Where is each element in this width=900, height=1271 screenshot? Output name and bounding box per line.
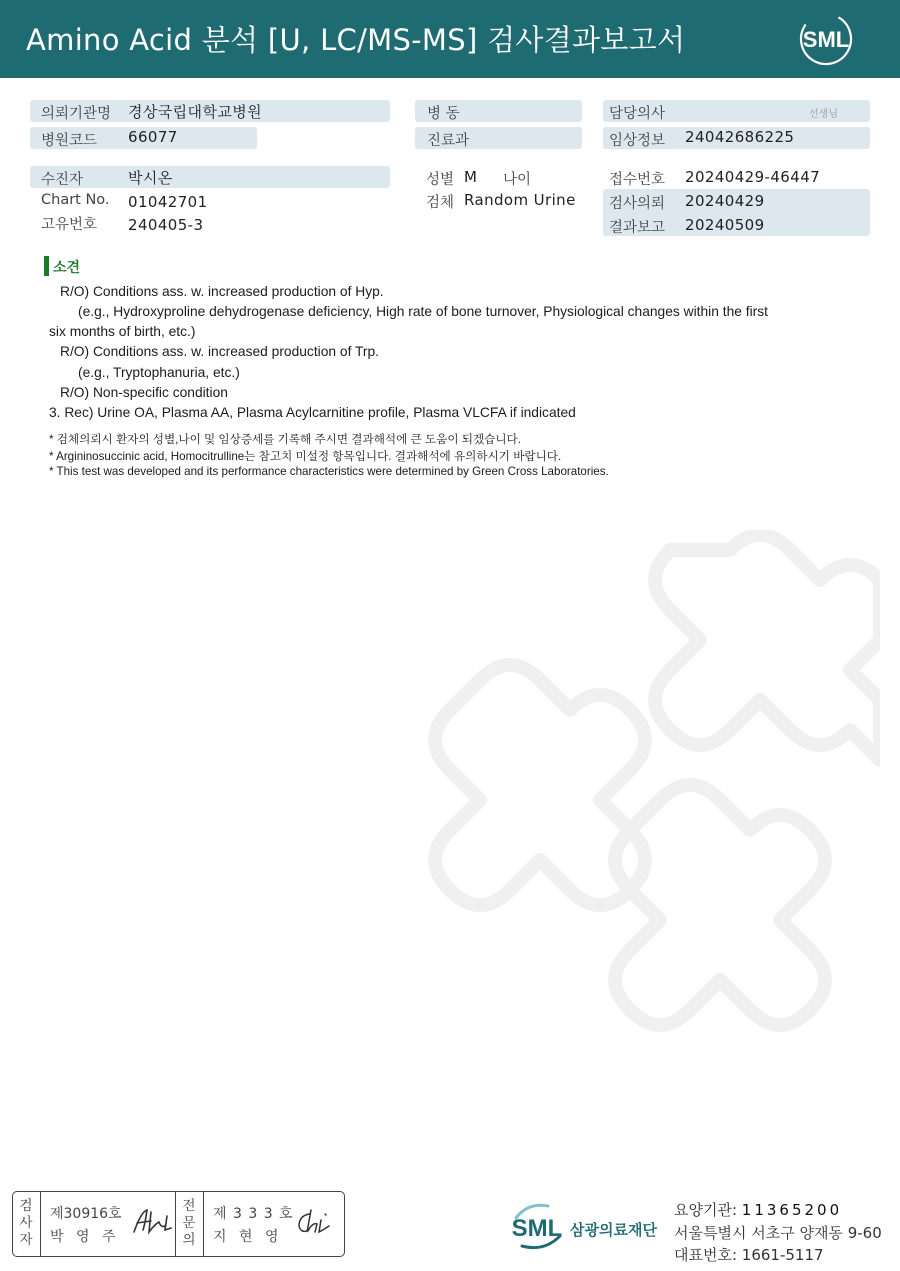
- footnote-line: * This test was developed and its performance characteristics were determined by Green Cross Laboratories.: [49, 465, 609, 478]
- address: 서울특별시 서초구 양재동 9-60: [674, 1224, 882, 1242]
- receipt-no-value: 20240429-46447: [685, 168, 821, 186]
- phone-line: [674, 1244, 824, 1265]
- specimen-label: 검체: [426, 195, 455, 211]
- hospital-code-label: 병원코드: [41, 133, 98, 149]
- footnote-line: * Argininosuccinic acid, Homocitrulline는 참고치 미설정 항목입니다. 결과해석에 유의하시기 바랍니다.: [49, 450, 562, 463]
- opinion-line: six months of birth, etc.): [49, 324, 196, 339]
- specialist-label: 전 문 의: [182, 1198, 196, 1248]
- patient-value: 박시온: [128, 169, 173, 187]
- request-date-label: 검사의뢰: [609, 196, 666, 212]
- care-code-value: 11365200: [741, 1201, 843, 1219]
- opinion-line: (e.g., Tryptophanuria, etc.): [78, 365, 240, 380]
- hospital-code-value: 66077: [128, 128, 178, 146]
- opinion-line: R/O) Conditions ass. w. increased production of Trp.: [60, 344, 380, 359]
- department-label: 진료과: [427, 133, 470, 149]
- signature-box: [12, 1191, 345, 1257]
- examiner-license: 제30916호: [50, 1206, 122, 1222]
- care-code-line: [674, 1199, 842, 1220]
- unique-no-label: 고유번호: [41, 217, 98, 233]
- receipt-no-label: 접수번호: [609, 172, 666, 188]
- chart-no-label: Chart No.: [41, 192, 110, 208]
- examiner-name: 박 영 주: [50, 1229, 120, 1245]
- opinion-accent-bar: [44, 256, 49, 276]
- sml-footer-logo-icon: [508, 1200, 566, 1254]
- phone-value: 1661-5117: [741, 1246, 824, 1264]
- patient-row-bg: [30, 166, 390, 188]
- specialist-license: 제 3 3 3 호: [213, 1206, 294, 1222]
- report-title: Amino Acid 분석 [U, LC/MS-MS] 검사결과보고서: [26, 23, 686, 57]
- opinion-line: (e.g., Hydroxyproline dehydrogenase deficiency, High rate of bone turnover, Physiological changes within the first: [78, 304, 768, 319]
- report-header: [0, 0, 900, 78]
- specimen-value: Random Urine: [464, 191, 576, 209]
- sex-value: M: [464, 168, 478, 186]
- footer-org-name: 삼광의료재단: [570, 1221, 657, 1239]
- patient-label: 수진자: [41, 172, 84, 188]
- clinical-info-value: 24042686225: [685, 128, 795, 146]
- sig-divider: [203, 1192, 204, 1256]
- logo-text: SML: [802, 27, 850, 52]
- specialist-name: 지 현 영: [213, 1229, 283, 1245]
- report-date-label: 결과보고: [609, 220, 666, 236]
- sig-divider: [175, 1192, 176, 1256]
- ward-label: 병 동: [427, 106, 460, 122]
- chart-no-value: 01042701: [128, 193, 208, 211]
- cross-watermark-icon: [360, 530, 880, 1050]
- opinion-line: R/O) Conditions ass. w. increased production of Hyp.: [60, 284, 384, 299]
- specialist-signature-icon: [295, 1206, 339, 1238]
- report-date-value: 20240509: [685, 216, 765, 234]
- opinion-title: 소견: [53, 260, 81, 276]
- sig-divider: [40, 1192, 41, 1256]
- institution-label: 의뢰기관명: [41, 106, 112, 122]
- footnote-line: * 검체의뢰시 환자의 성별,나이 및 임상증세를 기록해 주시면 결과해석에 큰 도움이 되겠습니다.: [49, 433, 521, 446]
- opinion-line: R/O) Non-specific condition: [60, 385, 228, 400]
- doctor-suffix: 선생님: [809, 109, 838, 120]
- doctor-label: 담당의사: [609, 106, 666, 122]
- age-label: 나이: [503, 172, 532, 188]
- footer-logo-text: SML: [511, 1215, 563, 1242]
- examiner-label: 검 사 자: [19, 1198, 33, 1248]
- institution-value: 경상국립대학교병원: [128, 103, 263, 121]
- sml-logo-icon: [798, 11, 854, 67]
- examiner-signature-icon: [131, 1206, 175, 1238]
- unique-no-value: 240405-3: [128, 216, 204, 234]
- request-date-value: 20240429: [685, 192, 765, 210]
- opinion-line: 3. Rec) Urine OA, Plasma AA, Plasma Acylcarnitine profile, Plasma VLCFA if indicated: [49, 405, 576, 420]
- clinical-info-label: 임상정보: [609, 133, 666, 149]
- care-code-label: 요양기관:: [674, 1201, 742, 1219]
- sex-label: 성별: [426, 172, 455, 188]
- phone-label: 대표번호:: [674, 1246, 742, 1264]
